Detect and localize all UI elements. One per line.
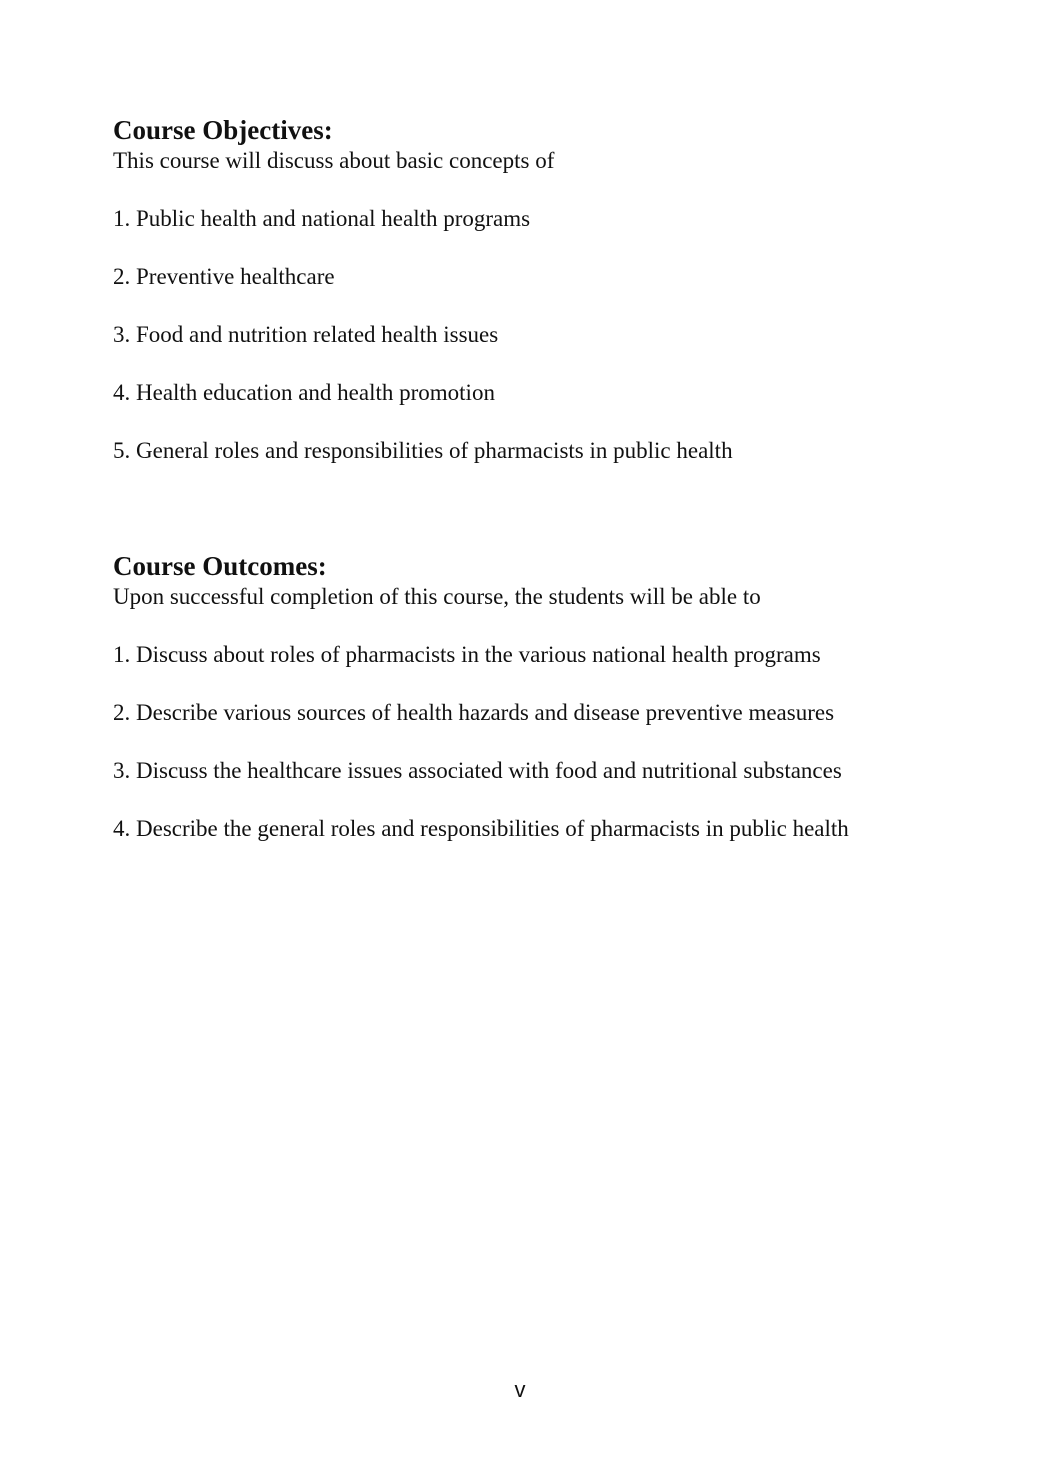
objective-item: 5. General roles and responsibilities of pharmacists in public health <box>113 438 733 463</box>
course-outcomes-list <box>113 641 973 843</box>
course-outcomes-heading: Course Outcomes: <box>113 551 327 581</box>
outcome-item: 1. Discuss about roles of pharmacists in the various national health programs <box>113 642 821 667</box>
course-objectives-list <box>113 205 973 465</box>
course-objectives-heading: Course Objectives: <box>113 115 333 145</box>
course-objectives-intro: This course will discuss about basic concepts of <box>113 148 555 173</box>
course-outcomes-section <box>113 549 973 843</box>
outcome-item: 2. Describe various sources of health hazards and disease preventive measures <box>113 700 835 725</box>
outcome-item: 4. Describe the general roles and responsibilities of pharmacists in public health <box>113 816 849 841</box>
objective-item: 3. Food and nutrition related health issues <box>113 322 499 347</box>
objective-item: 2. Preventive healthcare <box>113 264 335 289</box>
course-outcomes-intro: Upon successful completion of this course, the students will be able to <box>113 584 761 609</box>
course-objectives-section <box>113 113 973 465</box>
objective-item: 4. Health education and health promotion <box>113 380 495 405</box>
page-number: v <box>514 1377 526 1402</box>
objective-item: 1. Public health and national health programs <box>113 206 531 231</box>
outcome-item: 3. Discuss the healthcare issues associated with food and nutritional substances <box>113 758 842 783</box>
